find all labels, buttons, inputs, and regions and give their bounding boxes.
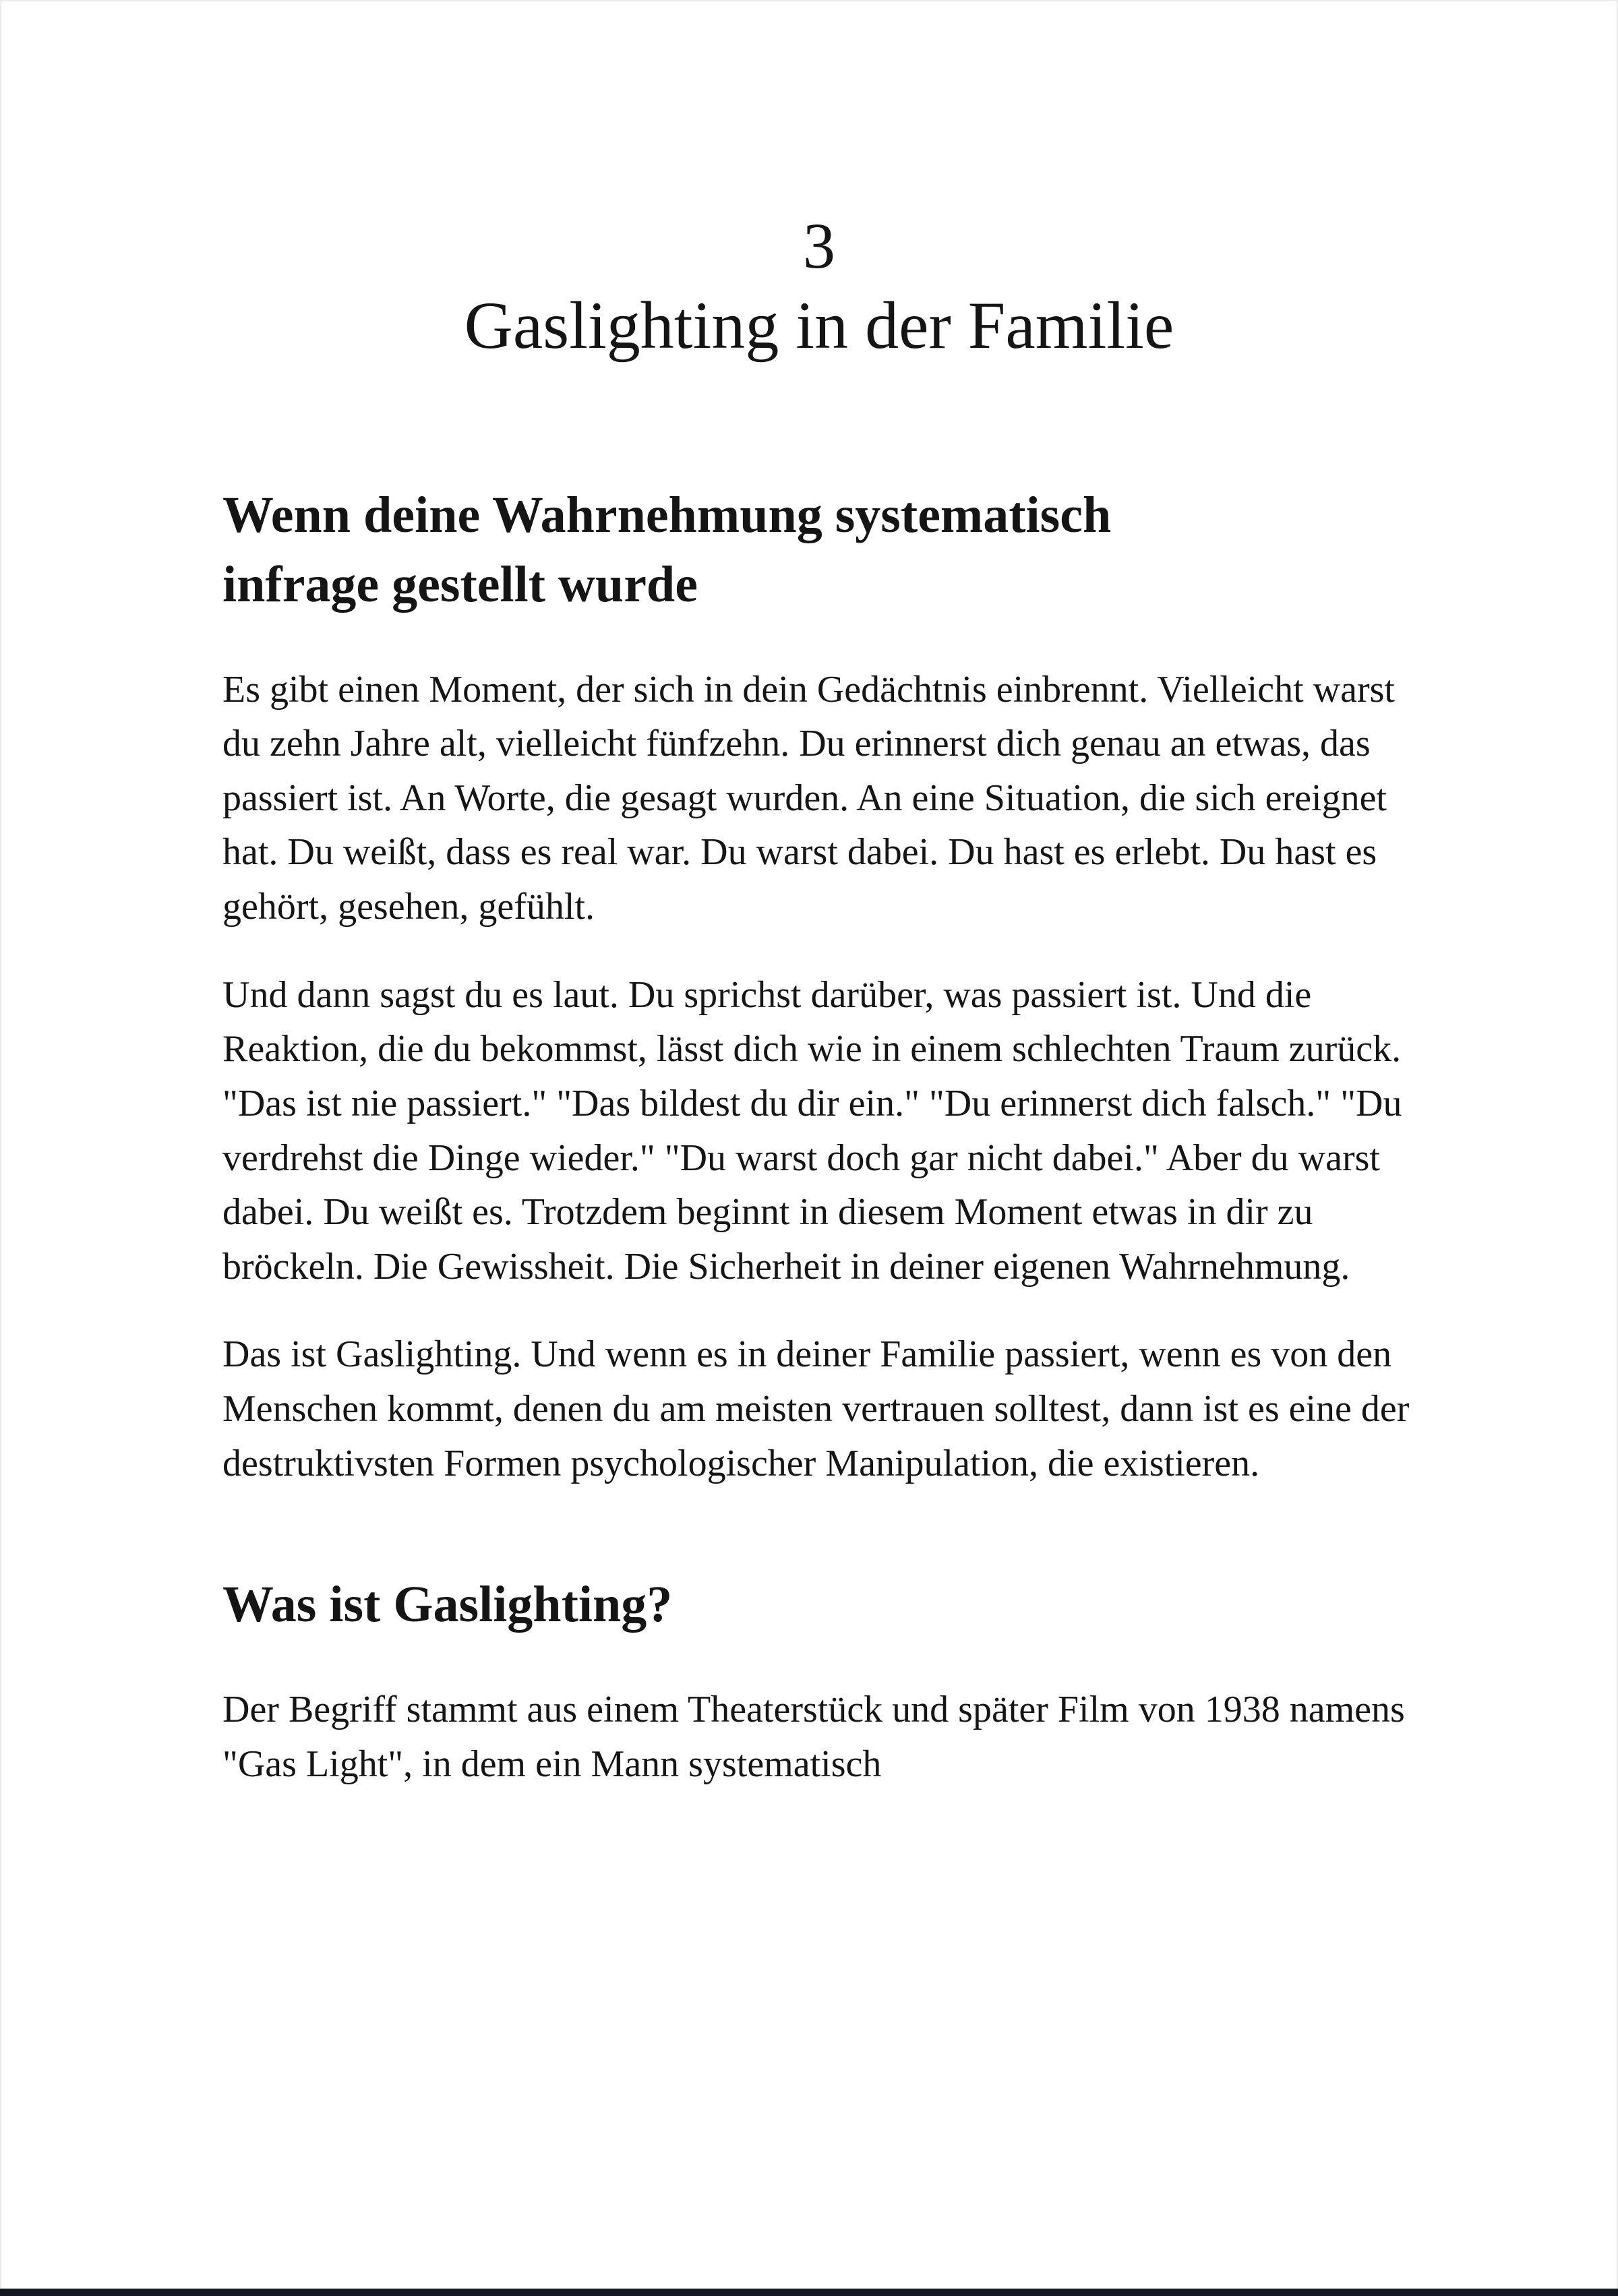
section-heading-definition: Was ist Gaslighting? <box>222 1576 673 1633</box>
paragraph: Der Begriff stammt aus einem Theaterstück und später Film von 1938 namens "Gas Light", in dem ein Mann systematisch <box>222 1688 1405 1785</box>
chapter-title: Gaslighting in der Familie <box>464 288 1174 363</box>
section-what-is-gaslighting <box>222 1570 1416 1791</box>
paragraph: Das ist Gaslighting. Und wenn es in deiner Familie passiert, wenn es von den Menschen kommt, denen du am meisten vertrauen solltest, dann ist es eine der destruktivsten Formen psychologischer Manipulation, die existieren. <box>222 1333 1410 1484</box>
chapter-header <box>222 209 1416 367</box>
section-perception <box>222 481 1416 1490</box>
chapter-number: 3 <box>803 210 835 282</box>
section-heading-perception: Wenn deine Wahrnehmung systematisch infrage gestellt wurde <box>222 487 1112 613</box>
paragraph: Es gibt einen Moment, der sich in dein Gedächtnis einbrennt. Vielleicht warst du zehn Jahre alt, vielleicht fünfzehn. Du erinnerst dich genau an etwas, das passiert ist. An Worte, die gesagt wurden. An eine Situation, die sich ereignet hat. Du weißt, dass es real war. Du warst dabei. Du hast es erlebt. Du hast es gehört, gesehen, gefühlt. <box>222 668 1395 928</box>
page-bottom-edge <box>0 2289 1618 2296</box>
paragraph: Und dann sagst du es laut. Du sprichst darüber, was passiert ist. Und die Reaktion, die du bekommst, lässt dich wie in einem schlechten Traum zurück. "Das ist nie passiert." "Das bildest du dir ein." "Du erinnerst dich falsch." "Du verdrehst die Dinge wieder." "Du warst doch gar nicht dabei." Aber du warst dabei. Du weißt es. Trotzdem beginnt in diesem Moment etwas in dir zu bröckeln. Die Gewissheit. Die Sicherheit in deiner eigenen Wahrnehmung. <box>222 973 1402 1288</box>
